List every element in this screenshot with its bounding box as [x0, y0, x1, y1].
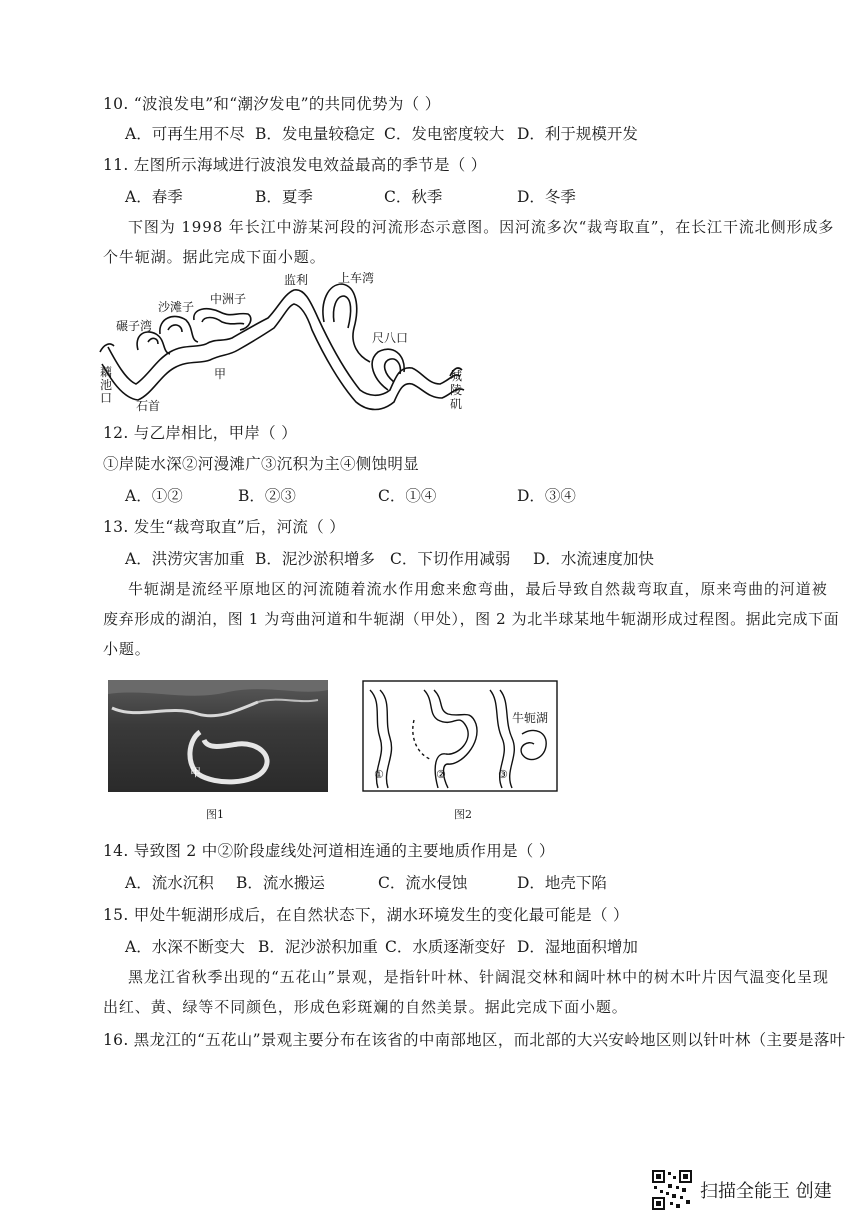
q10-option-c: C．发电密度较大: [384, 125, 505, 143]
question-12-stem: 12. 与乙岸相比，甲岸（ ）: [103, 424, 298, 442]
oxbow-photo-figure-1: [108, 680, 328, 792]
q10-option-d: D．利于规模开发: [517, 125, 638, 143]
photo-background: [108, 680, 328, 792]
passage-1-line-1: 下图为 1998 年长江中游某河段的河流形态示意图。因河流多次“裁弯取直”，在长江干流北侧形成多: [128, 218, 835, 236]
q12-option-a: A．①②: [125, 487, 183, 505]
q14-option-c: C．流水侵蚀: [378, 874, 468, 892]
q11-option-a: A．春季: [125, 188, 183, 206]
scanner-watermark: [652, 1170, 832, 1210]
passage-3-line-1: 黑龙江省秋季出现的“五花山”景观，是指针叶林、针阔混交林和阔叶林中的树木叶片因气温变化呈现: [128, 968, 829, 986]
q14-option-a: A．流水沉积: [125, 874, 214, 892]
q13-option-b: B．泥沙淤积增多: [255, 550, 375, 568]
q11-option-b: B．夏季: [255, 188, 313, 206]
q11-option-d: D．冬季: [517, 188, 576, 206]
q11-option-c: C．秋季: [384, 188, 443, 206]
passage-3-line-2: 出红、黄、绿等不同颜色，形成色彩斑斓的自然美景。据此完成下面小题。: [103, 998, 628, 1016]
question-15-stem: 15. 甲处牛轭湖形成后，在自然状态下，湖水环境发生的变化最可能是（ ）: [103, 906, 629, 924]
watermark-text: 扫描全能王 创建: [700, 1181, 832, 1202]
question-10-stem: 10. “波浪发电”和“潮汐发电”的共同优势为（ ）: [103, 95, 441, 113]
label-zhongzhouzi: 中洲子: [210, 292, 247, 306]
q13-option-a: A．洪涝灾害加重: [125, 550, 245, 568]
passage-2-line-2: 废弃形成的湖泊，图 1 为弯曲河道和牛轭湖（甲处），图 2 为北半球某地牛轭湖形成过程图。据此完成下面: [103, 610, 840, 628]
question-16-stem: 16. 黑龙江的“五花山”景观主要分布在该省的中南部地区，而北部的大兴安岭地区则以针叶林（主要是落叶: [103, 1031, 846, 1049]
river-map-figure: [98, 272, 478, 417]
label-shangchewan: 上车湾: [338, 272, 375, 285]
label-shatanzi: 沙滩子: [158, 300, 195, 314]
q10-option-b: B．发电量较稳定: [255, 125, 375, 143]
oxbow-formation-figure-2: [362, 680, 558, 792]
label-ouchikou-3: 口: [100, 391, 113, 405]
figure-1-caption: 图1: [206, 808, 224, 821]
passage-2-line-1: 牛轭湖是流经平原地区的河流随着流水作用愈来愈弯曲，最后导致自然裁弯取直，原来弯曲的河道被: [128, 580, 828, 598]
q12-option-c: C．①④: [378, 487, 437, 505]
label-nianziwan: 碾子湾: [116, 319, 153, 333]
label-chenglingji-2: 陵: [450, 383, 463, 397]
qr-code-icon: [652, 1170, 692, 1210]
figure-2-frame: [363, 681, 557, 791]
figure-2-label-oxbow-lake: 牛轭湖: [512, 711, 549, 725]
q15-option-d: D．湿地面积增加: [517, 938, 638, 956]
q15-option-b: B．泥沙淤积加重: [258, 938, 378, 956]
label-chenglingji-3: 矶: [450, 397, 463, 411]
label-ouchikou-1: 藕: [100, 365, 113, 379]
passage-1-line-2: 个牛轭湖。据此完成下面小题。: [103, 248, 326, 266]
q15-option-a: A．水深不断变大: [125, 938, 245, 956]
q13-option-d: D．水流速度加快: [533, 550, 654, 568]
question-13-stem: 13. 发生“裁弯取直”后，河流（ ）: [103, 518, 346, 536]
question-11-stem: 11. 左图所示海域进行波浪发电效益最高的季节是（ ）: [103, 156, 487, 174]
q12-option-d: D．③④: [517, 487, 576, 505]
figure-2-stage-1: ①: [374, 768, 384, 781]
figure-1-label-jia: 甲: [190, 766, 201, 779]
label-chibakou: 尺八口: [372, 331, 409, 345]
q14-option-b: B．流水搬运: [236, 874, 325, 892]
question-14-stem: 14. 导致图 2 中②阶段虚线处河道相连通的主要地质作用是（ ）: [103, 842, 555, 860]
label-shishou: 石首: [136, 399, 161, 413]
figure-2-stage-2: ②: [436, 768, 446, 781]
label-jianli: 监利: [284, 273, 309, 287]
passage-2-line-3: 小题。: [103, 640, 151, 658]
question-12-choices: ①岸陡水深②河漫滩广③沉积为主④侧蚀明显: [103, 455, 420, 473]
q12-option-b: B．②③: [238, 487, 296, 505]
label-jia: 甲: [214, 367, 227, 381]
river-banks: [100, 284, 464, 410]
label-ouchikou-2: 池: [100, 378, 113, 392]
q13-option-c: C．下切作用减弱: [390, 550, 511, 568]
q15-option-c: C．水质逐渐变好: [385, 938, 506, 956]
q14-option-d: D．地壳下陷: [517, 874, 607, 892]
figure-2-caption: 图2: [454, 808, 472, 821]
label-chenglingji-1: 城: [450, 369, 463, 383]
figure-2-stage-3: ③: [498, 768, 508, 781]
q10-option-a: A．可再生用不尽: [125, 125, 245, 143]
